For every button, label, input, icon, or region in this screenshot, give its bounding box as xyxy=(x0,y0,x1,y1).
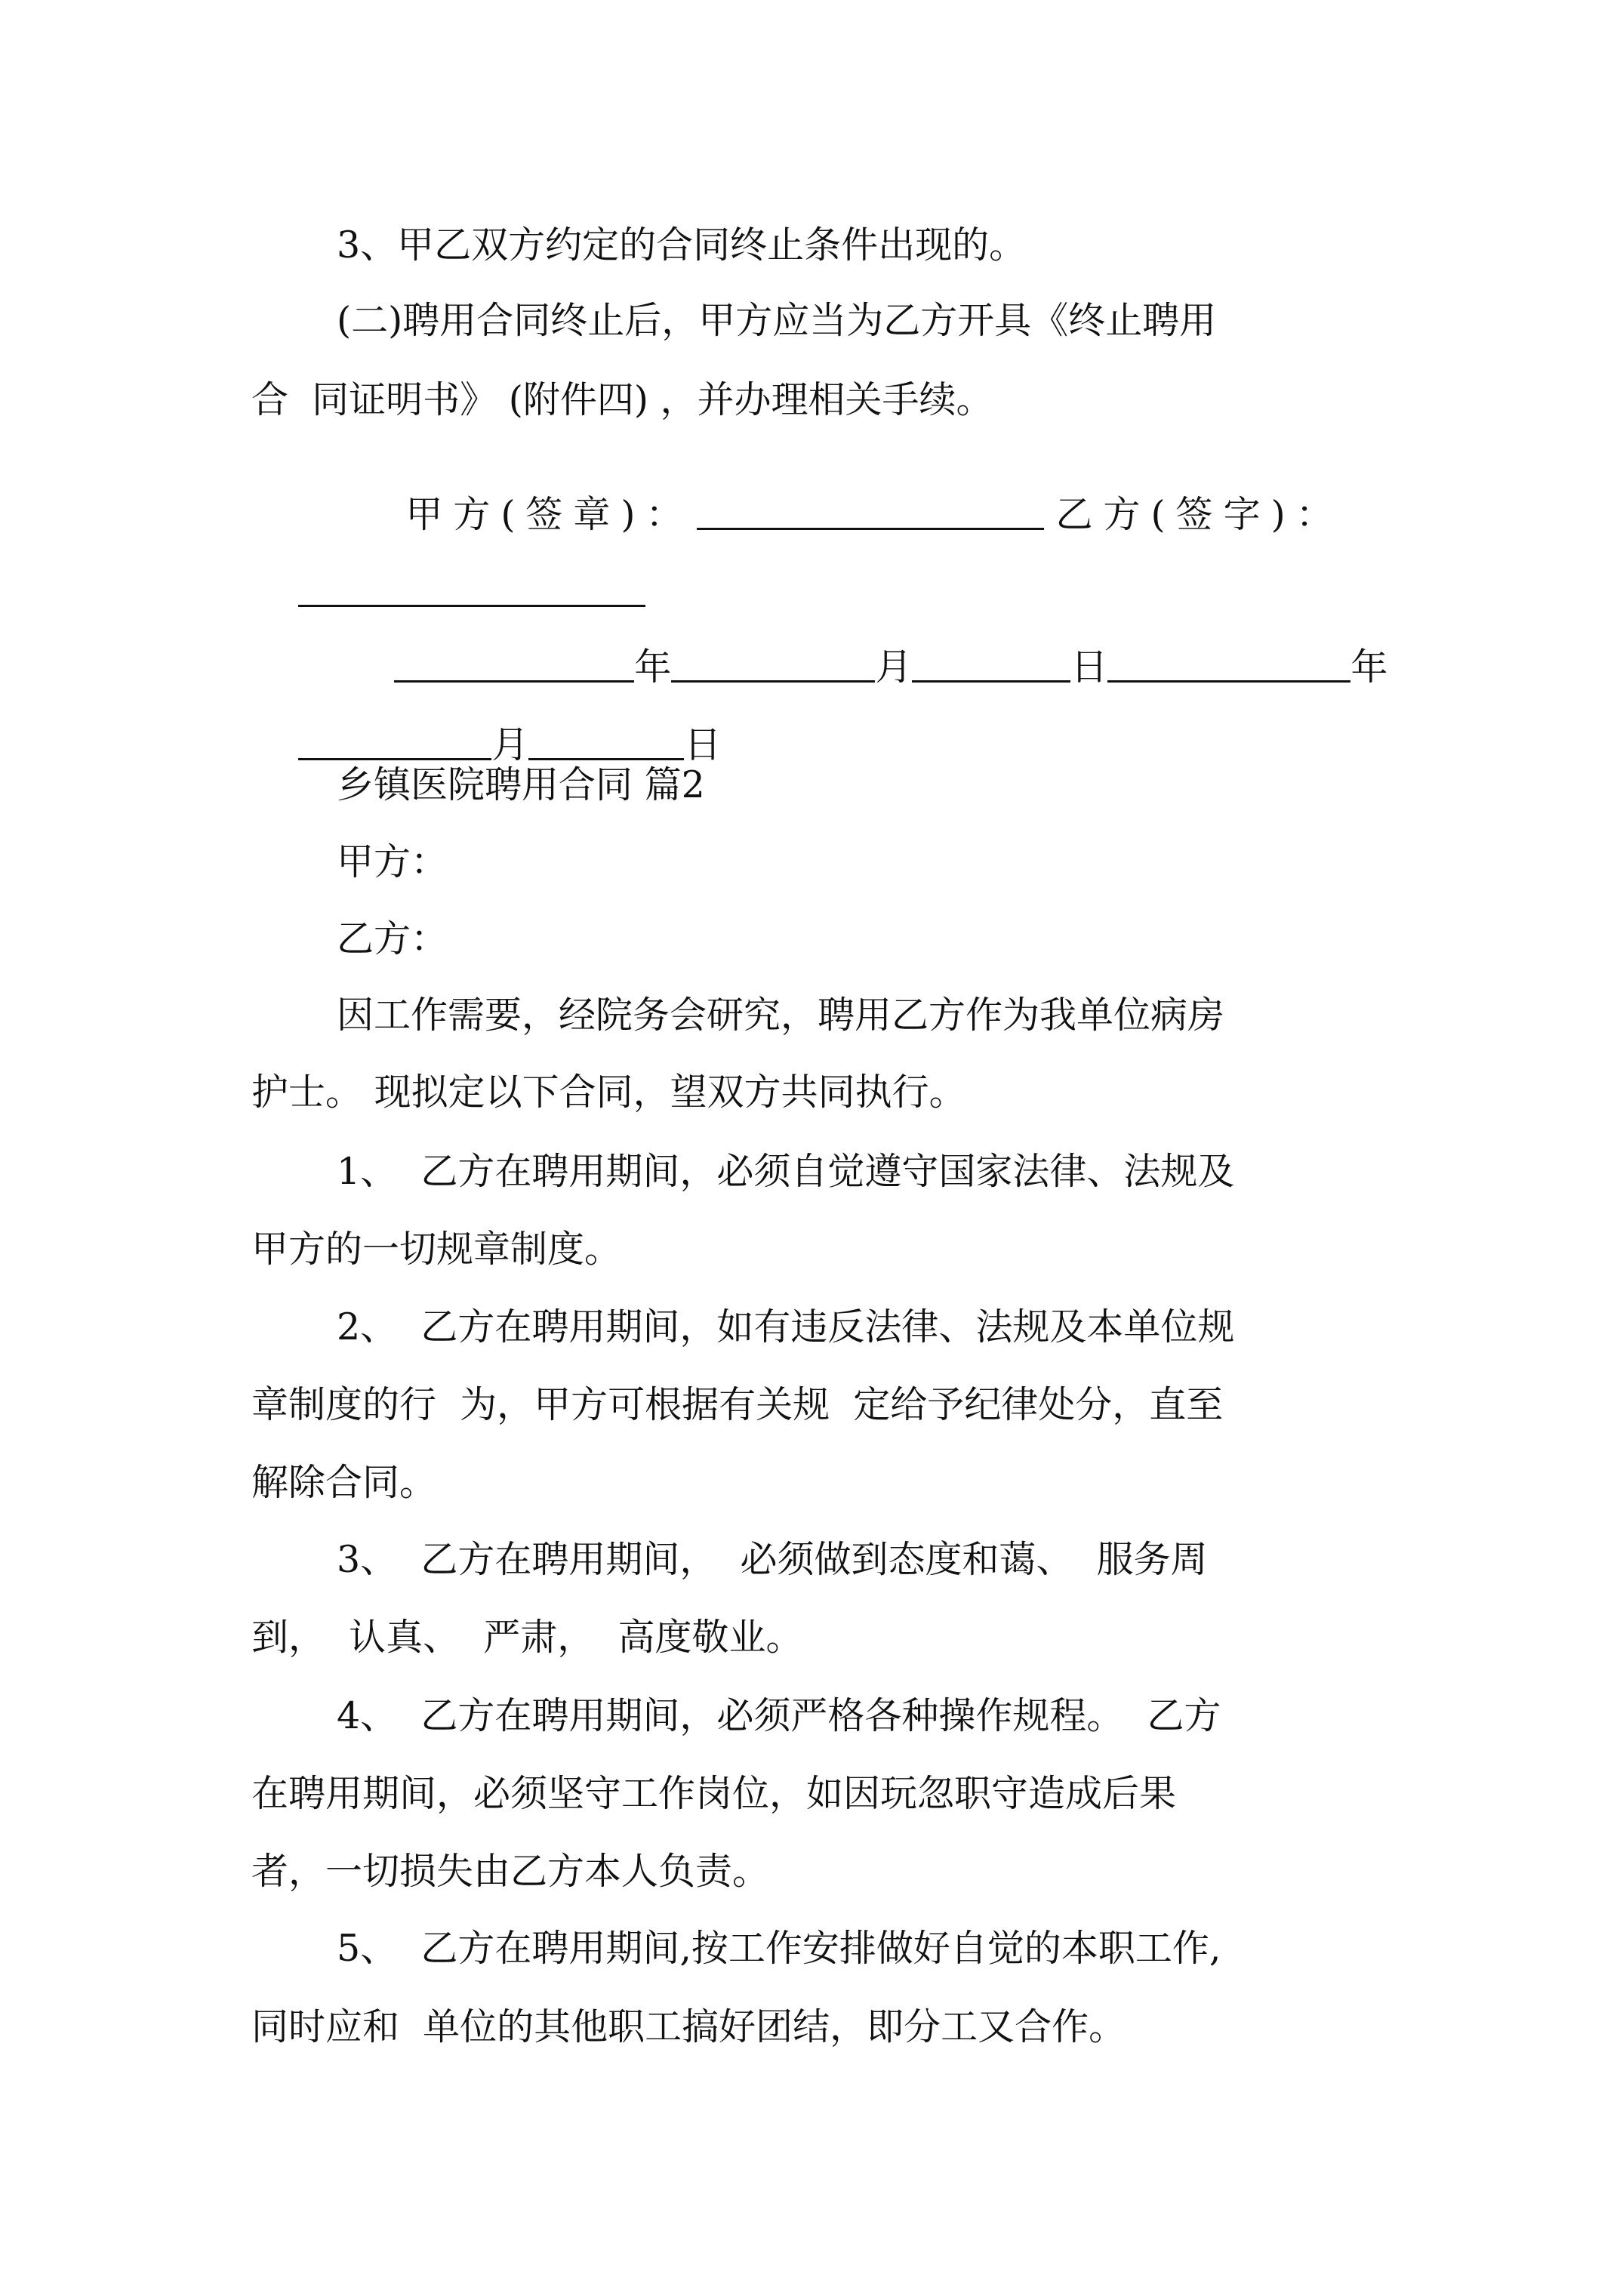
party-a-label: 甲方： xyxy=(337,840,448,883)
date-b-year-label: 年 xyxy=(1350,646,1388,689)
date-b-month-blank xyxy=(298,728,491,760)
clause-5-line-1: 5、 乙方在聘用期间,按工作安排做好自觉的本职工作, xyxy=(337,1927,1221,1970)
clause-4-line-3: 者，一切损失由乙方本人负责。 xyxy=(251,1850,770,1893)
clause-1-line-1: 1、 乙方在聘用期间，必须自觉遵守国家法律、法规及 xyxy=(337,1150,1235,1193)
intro-line-2: 护士。 现拟定以下合同，望双方共同执行。 xyxy=(251,1071,966,1114)
party-b-signature-blank xyxy=(298,575,645,607)
clause-2-line-3: 解除合同。 xyxy=(251,1461,437,1504)
date-b-day-label: 日 xyxy=(684,723,722,766)
date-a-day-label: 日 xyxy=(1070,646,1108,689)
party-b-label: 乙方： xyxy=(337,917,448,960)
clause-2-line-1: 2、 乙方在聘用期间，如有违反法律、法规及本单位规 xyxy=(337,1305,1235,1348)
clause-1-line-2: 甲方的一切规章制度。 xyxy=(251,1228,622,1271)
date-a-month-label: 月 xyxy=(875,646,913,689)
date-a-year-blank xyxy=(394,650,634,683)
date-b-year-blank xyxy=(1107,650,1350,683)
date-b-day-blank xyxy=(528,728,684,760)
clause-4-line-1: 4、 乙方在聘用期间，必须严格各种操作规程。 乙方 xyxy=(337,1694,1221,1737)
party-b-signature-label: 乙方(签字)： xyxy=(1055,493,1344,536)
intro-line-1: 因工作需要，经院务会研究，聘用乙方作为我单位病房 xyxy=(337,994,1225,1037)
party-a-signature-blank xyxy=(697,498,1044,530)
clause-5-line-2: 同时应和 单位的其他职工搞好团结，即分工又合作。 xyxy=(251,2005,1126,2048)
clause-3-line-2: 到， 认真、 严肃， 高度敬业。 xyxy=(251,1616,803,1659)
date-a-year-label: 年 xyxy=(634,646,672,689)
termination-paragraph-line-2: 合 同证明书》 (附件四) ，并办理相关手续。 xyxy=(251,378,993,421)
date-a-month-blank xyxy=(671,650,875,683)
clause-4-line-2: 在聘用期间，必须坚守工作岗位，如因玩忽职守造成后果 xyxy=(251,1772,1177,1815)
clause-3-line-1: 3、 乙方在聘用期间， 必须做到态度和蔼、 服务周 xyxy=(337,1538,1208,1581)
clause-3-termination: 3、甲乙双方约定的合同终止条件出现的。 xyxy=(337,223,1027,267)
party-a-signature-label: 甲方(签章)： xyxy=(405,493,694,536)
termination-paragraph-line-1: (二)聘用合同终止后，甲方应当为乙方开具《终止聘用 xyxy=(337,299,1217,342)
date-b-month-label: 月 xyxy=(491,723,529,766)
date-a-day-blank xyxy=(912,650,1070,683)
section-title: 乡镇医院聘用合同 篇2 xyxy=(337,763,705,806)
clause-2-line-2: 章制度的行 为，甲方可根据有关规 定给予纪律处分，直至 xyxy=(251,1383,1224,1426)
